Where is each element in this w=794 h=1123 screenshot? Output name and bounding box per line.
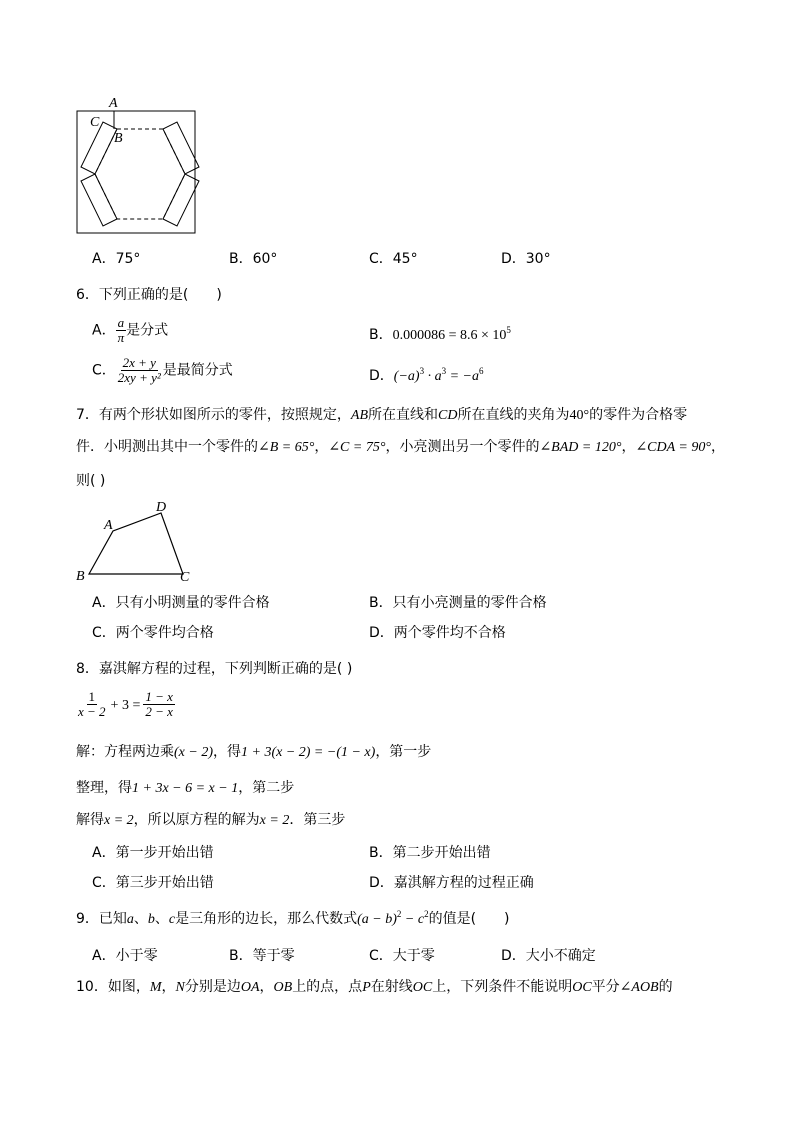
q7-option-c[interactable]: C．两个零件均合格 [92,625,214,641]
q8-option-a[interactable]: A．第一步开始出错 [92,845,214,861]
hexagon-figure [72,95,202,240]
q6-c-prefix: C． [92,362,116,379]
strip-top-right [163,122,199,174]
label-c: C [90,115,100,130]
label-a: A [109,96,118,111]
q6-stem: 6．下列正确的是( ) [76,287,222,303]
fig-label-a: A [104,518,113,533]
q6-a-tail: 是分式 [126,322,169,339]
q7-option-b[interactable]: B．只有小亮测量的零件合格 [369,595,547,611]
q8-stem: 8．嘉淇解方程的过程，下列判断正确的是( ) [76,661,353,677]
q6-c-fraction: $\frac{2x + y}{\text{2xy + y²}}$ [117,355,161,385]
q6-c-tail: 是最简分式 [162,362,233,379]
q7-option-d[interactable]: D．两个零件均不合格 [369,625,506,641]
q5-option-b[interactable]: B．60° [229,251,278,267]
q9-option-c[interactable]: C．大于零 [369,948,435,964]
dashed-hexagon [95,129,185,219]
q8-option-c[interactable]: C．第三步开始出错 [92,875,214,891]
q6-d-prefix: D． [369,368,394,384]
q6-option-b[interactable] [369,324,511,344]
strip-bottom-left [81,174,117,226]
fig-label-d: D [156,500,167,515]
q8-solution-step3: 解得x = 2，所以原方程的解为x = 2．第三步 [76,812,346,828]
q5-option-c[interactable]: C．45° [369,251,418,267]
label-b: B [114,131,123,146]
q6-b-exp: 5 [506,325,511,335]
q8-solution-step2: 整理，得1 + 3x − 6 = x − 1，第二步 [76,780,295,796]
q6-option-a[interactable] [92,316,168,345]
q10-stem: 10．如图，M，N分别是边OA，OB上的点，点P在射线OC上，下列条件不能说明OC平分∠AOB的 [76,979,673,995]
q8-equation: $\frac{1}{x - 2}$ + 3 = $\frac{1 - x}{2 - x}$ [78,689,173,719]
q7-option-a[interactable]: A．只有小明测量的零件合格 [92,595,270,611]
q8-option-d[interactable]: D．嘉淇解方程的过程正确 [369,875,534,891]
q9-option-b[interactable]: B．等于零 [229,948,295,964]
q8-option-b[interactable]: B．第二步开始出错 [369,845,491,861]
q9-option-d[interactable]: D．大小不确定 [501,948,596,964]
q6-b-expr: 0.000086 = 8.6 × 10 [392,328,507,343]
q6-a-prefix: A． [92,322,116,339]
q7-stem-line2: 件．小明测出其中一个零件的∠B = 65°，∠C = 75°，小亮测出另一个零件的∠BAD = 120°，∠CDA = 90°， [76,439,725,455]
quadrilateral-figure [72,496,202,586]
fig-label-b: B [76,569,85,584]
q7-stem-line3: 则( ) [76,473,106,489]
q6-option-d[interactable]: D．$(-a)^3 \cdot a^3 = -a^6$ [369,366,484,384]
q9-stem: 9．已知a、b、c是三角形的边长，那么代数式$(a - b)^2 - c^2$的值是( ) [76,909,510,927]
strip-bottom-right [163,174,199,226]
fig-label-c: C [180,570,190,585]
q7-stem-line1: 7．有两个形状如图所示的零件，按照规定，AB所在直线和CD所在直线的夹角为40°的零件为合格零 [76,407,688,423]
q6-a-fraction: $\frac{a}{\pi}$ [117,315,125,345]
q6-b-prefix: B． [369,327,393,343]
q9-option-a[interactable]: A．小于零 [92,948,158,964]
q6-option-c[interactable] [92,356,233,385]
q5-option-a[interactable]: A．75° [92,251,141,267]
q5-option-d[interactable]: D．30° [501,251,551,267]
q8-solution-step1: 解：方程两边乘(x − 2)，得1 + 3(x − 2) = −(1 − x)，第一步 [76,744,432,760]
